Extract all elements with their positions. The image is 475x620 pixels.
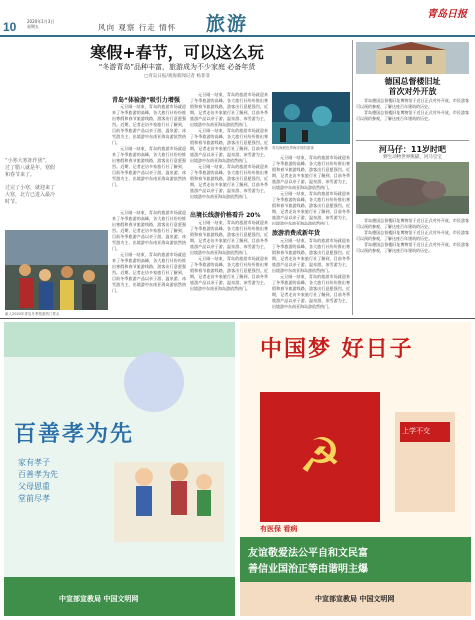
poster-title: 百善孝为先 (14, 422, 135, 447)
page-number: 10 (3, 20, 17, 34)
article-subtitle: “冬游青岛”品种丰富，旅游成为不少家庭 必备年货 (98, 63, 256, 71)
poster-footer: 中宣部宣教局 中国文明网 (59, 595, 139, 603)
crowd-scene-image (5, 230, 108, 310)
article-paragraph: 青岛德国总督楼旧址博物馆于近日正式对外开放，市民游客可以预约参观，了解这座百年建筑的历史。 (356, 98, 469, 109)
article-column (190, 220, 268, 310)
article-paragraph: 元旦刚一结束，青岛的旅游市场就迎来了冬季旅游的高峰，各大旅行社纷纷推出寒假和春节旅游线路，游客出行意愿强烈。近期，记者走访多家旅行社了解到，目前冬季旅游产品以亲子游、温泉游、冰雪游为主，出境游中东南亚海岛游依然热门。 (272, 191, 350, 225)
poster-divider (0, 318, 475, 319)
poster-footer: 中宣部宣教局 中国文明网 (315, 595, 395, 603)
article-paragraph: 元旦刚一结束，青岛的旅游市场就迎来了冬季旅游的高峰，各大旅行社纷纷推出寒假和春节旅游线路，游客出行意愿强烈。近期，记者走访多家旅行社了解到，目前冬季旅游产品以亲子游、温泉游、冰雪游为主，出境游中东南亚海岛游依然热门。 (112, 252, 186, 293)
right-subheadline: 野生动物世界熊猫、河马宝宝 (383, 155, 442, 160)
article-byline: □青岛日报/观海新闻记者 杨菲菲 (144, 74, 210, 79)
building-photo (356, 42, 469, 74)
poem-line: 百善孝为先 (18, 470, 58, 479)
poster-tag: 有医保 看病 (260, 525, 298, 533)
article-paragraph: 青岛德国总督楼旧址博物馆于近日正式对外开放，市民游客可以预约参观，了解这座百年建筑的历史。 (356, 230, 469, 241)
section-title: 旅游 (206, 13, 249, 35)
poster-tag: 上学不交 (402, 427, 430, 435)
hammer-sickle-icon: ☭ (298, 428, 342, 484)
article-paragraph: 元旦刚一结束，青岛的旅游市场就迎来了冬季旅游的高峰，各大旅行社纷纷推出寒假和春节旅游线路，游客出行意愿强烈。近期，记者走访多家旅行社了解到，目前冬季旅游产品以亲子游、温泉游、冰雪游为主，出境游中东南亚海岛游依然热门。 (272, 274, 350, 309)
article-paragraph: 元旦刚一结束，青岛的旅游市场就迎来了冬季旅游的高峰，各大旅行社纷纷推出寒假和春节旅游线路，游客出行意愿强烈。近期，记者走访多家旅行社了解到，目前冬季旅游产品以亲子游、温泉游、冰雪游为主，出境游中东南亚海岛游依然热门。 (190, 220, 268, 255)
aquarium-image (272, 92, 350, 144)
poster-china-dream (240, 322, 471, 616)
right-headline: 河马仔：11岁时吧 (378, 145, 447, 154)
article-column (112, 210, 186, 305)
article-paragraph: 元旦刚一结束，青岛的旅游市场就迎来了冬季旅游的高峰，各大旅行社纷纷推出寒假和春节旅游线路，游客出行意愿强烈。近期，记者走访多家旅行社了解到，目前冬季旅游产品以亲子游、温泉游、冰雪游为主，出境游中东南亚海岛游依然热门。 (112, 146, 186, 187)
article-paragraph: 元旦刚一结束，青岛的旅游市场就迎来了冬季旅游的高峰，各大旅行社纷纷推出寒假和春节旅游线路，游客出行意愿强烈。近期，记者走访多家旅行社了解到，目前冬季旅游产品以亲子游、温泉游、冰雪游为主，出境游中东南亚海岛游依然热门。 (190, 92, 268, 127)
photo-caption: 新人2020年青岛冬季旅游热门景点 (5, 312, 60, 316)
pull-quote-line: “小寒大寒冻作团”，过了腊八就是年，寒假和春节来了。 (5, 158, 56, 178)
article-paragraph: 元旦刚一结束，青岛的旅游市场就迎来了冬季旅游的高峰，各大旅行社纷纷推出寒假和春节旅游线路，游客出行意愿强烈。近期，记者走访多家旅行社了解到，目前冬季旅游产品以亲子游、温泉游、冰雪游为主，出境游中东南亚海岛游依然热门。 (272, 238, 350, 273)
section-divider (356, 140, 469, 141)
poster-filial-piety (4, 322, 235, 616)
right-column-text (356, 98, 469, 138)
poster-poem (18, 457, 58, 505)
section-heading: 旅游消费成新年货 (272, 230, 321, 237)
hippo-image (356, 162, 469, 214)
article-paragraph: 元旦刚一结束，青岛的旅游市场就迎来了冬季旅游的高峰，各大旅行社纷纷推出寒假和春节旅游线路，游客出行意愿强烈。近期，记者走访多家旅行社了解到，目前冬季旅游产品以亲子游、温泉游、冰雪游为主，出境游中东南亚海岛游依然热门。 (190, 256, 268, 291)
article-column (112, 104, 186, 204)
article-column (190, 92, 268, 207)
page-header (0, 0, 475, 37)
article-paragraph: 青岛德国总督楼旧址博物馆于近日正式对外开放，市民游客可以预约参观，了解这座百年建筑的历史。 (356, 110, 469, 121)
poster-banner: 善信业国治正等由谐明主爆 (248, 564, 368, 575)
section-subtitle: 风向 观察 行走 情怀 (98, 23, 177, 32)
main-photo (5, 230, 108, 310)
issue-date: 2020年1月3日 星期五 (27, 19, 55, 29)
header-rule (0, 35, 475, 37)
photo-caption: 青岛海底世界海洋馆的游客 (272, 146, 314, 150)
article-paragraph: 元旦刚一结束，青岛的旅游市场就迎来了冬季旅游的高峰，各大旅行社纷纷推出寒假和春节旅游线路，游客出行意愿强烈。近期，记者走访多家旅行社了解到，目前冬季旅游产品以亲子游、温泉游、冰雪游为主，出境游中东南亚海岛游依然热门。 (112, 210, 186, 251)
article-column (272, 238, 350, 310)
article-paragraph: 青岛德国总督楼旧址博物馆于近日正式对外开放，市民游客可以预约参观，了解这座百年建筑的历史。 (356, 242, 469, 253)
aquarium-photo (272, 92, 350, 144)
pull-quote-line: 过完了小寒，就迎来了大寒，北方已进入最冷时节。 (5, 185, 56, 205)
section-heading: 青岛“体验游”吸引力增强 (112, 97, 180, 104)
article-paragraph: 元旦刚一结束，青岛的旅游市场就迎来了冬季旅游的高峰，各大旅行社纷纷推出寒假和春节旅游线路，游客出行意愿强烈。近期，记者走访多家旅行社了解到，目前冬季旅游产品以亲子游、温泉游、冰雪游为主，出境游中东南亚海岛游依然热门。 (190, 164, 268, 199)
article-paragraph: 元旦刚一结束，青岛的旅游市场就迎来了冬季旅游的高峰，各大旅行社纷纷推出寒假和春节旅游线路，游客出行意愿强烈。近期，记者走访多家旅行社了解到，目前冬季旅游产品以亲子游、温泉游、冰雪游为主，出境游中东南亚海岛游依然热门。 (190, 128, 268, 163)
poster-banner: 友谊敬爱法公平自和文民富 (248, 548, 368, 559)
pull-quote (5, 158, 55, 212)
building-image (356, 42, 469, 74)
right-headline: 德国总督楼旧址 (384, 77, 441, 86)
article-paragraph: 元旦刚一结束，青岛的旅游市场就迎来了冬季旅游的高峰，各大旅行社纷纷推出寒假和春节旅游线路，游客出行意愿强烈。近期，记者走访多家旅行社了解到，目前冬季旅游产品以亲子游、温泉游、冰雪游为主，出境游中东南亚海岛游依然热门。 (272, 155, 350, 190)
article-column (272, 155, 350, 225)
hippo-photo (356, 162, 469, 214)
newspaper-name: 青岛日报 (427, 9, 467, 20)
article-paragraph: 元旦刚一结束，青岛的旅游市场就迎来了冬季旅游的高峰，各大旅行社纷纷推出寒假和春节旅游线路，游客出行意愿强烈。近期，记者走访多家旅行社了解到，目前冬季旅游产品以亲子游、温泉游、冰雪游为主，出境游中东南亚海岛游依然热门。 (112, 104, 186, 145)
section-heading: 出境长线游价格看升 20% (190, 212, 261, 219)
poem-line: 父母恩重 (18, 482, 50, 491)
poem-line: 堂前尽孝 (18, 494, 50, 503)
poster-title: 中国梦 好日子 (260, 337, 414, 362)
article-paragraph: 青岛德国总督楼旧址博物馆于近日正式对外开放，市民游客可以预约参观，了解这座百年建筑的历史。 (356, 218, 469, 229)
column-divider (352, 40, 353, 315)
article-title: 寒假+春节，可以这么玩 (90, 43, 264, 62)
right-headline-line2: 首次对外开放 (388, 87, 437, 96)
poem-line: 家有孝子 (18, 458, 50, 467)
right-column-text (356, 218, 469, 312)
